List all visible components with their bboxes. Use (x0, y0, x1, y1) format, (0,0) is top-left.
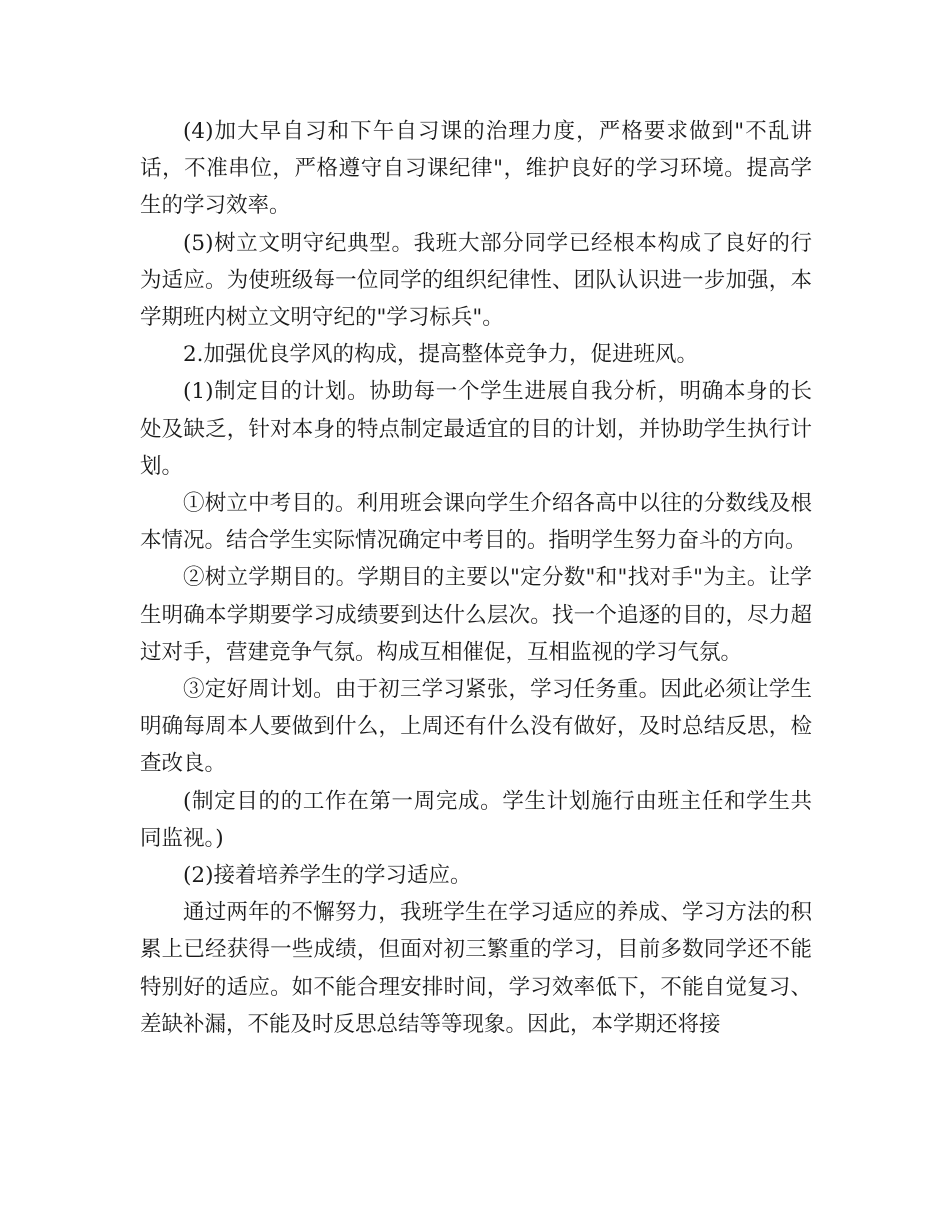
paragraph-2-study-habits: (2)接着培养学生的学习适应。 (183, 863, 472, 889)
paragraph-4-self-study: (4)加大早自习和下午自习课的治理力度，严格要求做到"不乱讲话，不准串位，严格遵守自习课纪律"，维护良好的学习环境。提高学生的学习效率。 (140, 119, 812, 219)
paragraph-progress-summary: 通过两年的不懈努力，我班学生在学习适应的养成、学习方法的积累上已经获得一些成绩，但面对初三繁重的学习，目前多数同学还不能特别好的适应。如不能合理安排时间，学习效率低下，不能自觉复习、差缺补漏，不能及时反思总结等等现象。因此，本学期还将接 (140, 900, 812, 1037)
document-body (140, 113, 812, 1043)
paragraph-5-role-models: (5)树立文明守纪典型。我班大部分同学已经根本构成了良好的行为适应。为使班级每一位同学的组织纪律性、团队认识进一步加强，本学期班内树立文明守纪的"学习标兵"。 (140, 230, 812, 331)
list-item-exam-goal: ①树立中考目的。利用班会课向学生介绍各高中以往的分数线及根本情况。结合学生实际情况确定中考目的。指明学生努力奋斗的方向。 (140, 491, 812, 554)
list-item-semester-goal: ②树立学期目的。学期目的主要以"定分数"和"找对手"为主。让学生明确本学期要学习成绩要到达什么层次。找一个追逐的目的，尽力超过对手，营建竞争气氛。构成互相催促，互相监视的学习气氛。 (140, 565, 812, 665)
list-item-weekly-plan: ③定好周计划。由于初三学习紧张，学习任务重。因此必须让学生明确每周本人要做到什么，上周还有什么没有做好，及时总结反思，检查改良。 (140, 677, 812, 777)
section-heading-study-style: 2.加强优良学风的构成，提高整体竞争力，促进班风。 (183, 342, 699, 368)
paragraph-1-goal-plan: (1)制定目的计划。协助每一个学生进展自我分析，明确本身的长处及缺乏，针对本身的特点制定最适宜的目的计划，并协助学生执行计划。 (140, 379, 812, 479)
note-paragraph: (制定目的的工作在第一周完成。学生计划施行由班主任和学生共同监视。) (140, 788, 812, 851)
